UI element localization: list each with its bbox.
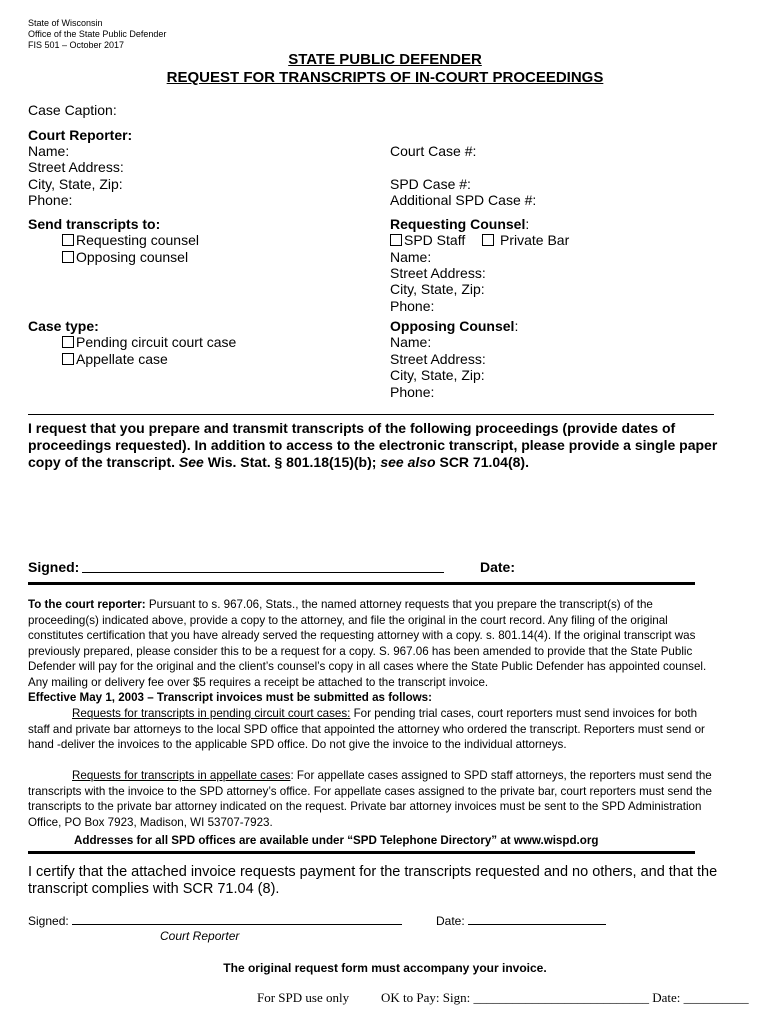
reporter-date-label: Date: <box>436 914 465 928</box>
request-line-3: copy of the transcript. See Wis. Stat. § 801.18(15)(b); see also SCR 71.04(8). <box>28 454 529 470</box>
court-reporter-caption: Court Reporter <box>160 929 240 943</box>
header-form-number: FIS 501 – October 2017 <box>28 40 125 50</box>
reporter-street-field[interactable]: Street Address: <box>28 159 124 175</box>
requesting-counsel-checkbox[interactable] <box>62 234 74 246</box>
opposing-counsel-checkbox[interactable] <box>62 251 74 263</box>
certification-statement: I certify that the attached invoice requests payment for the transcripts requested and no others, and that the transcript complies with SCR 71.04 (8). <box>28 864 718 897</box>
requesting-name-field[interactable]: Name: <box>390 249 432 265</box>
request-line-1: I request that you prepare and transmit transcripts of the following proceedings (provide dates of <box>28 420 676 436</box>
additional-spd-case-field[interactable]: Additional SPD Case #: <box>390 192 537 208</box>
opposing-counsel-heading: Opposing Counsel: <box>390 318 519 334</box>
page-subtitle: REQUEST FOR TRANSCRIPTS OF IN-COURT PROCEEDINGS <box>166 69 604 86</box>
court-case-number-field[interactable]: Court Case #: <box>390 143 477 159</box>
opposing-city-field[interactable]: City, State, Zip: <box>390 367 485 383</box>
send-opposing-counsel-option[interactable]: Opposing counsel <box>62 249 188 265</box>
reporter-signed-label: Signed: <box>28 914 69 928</box>
spd-addresses-note: Addresses for all SPD offices are available under “SPD Telephone Directory” at www.wispd.org <box>74 834 599 847</box>
requester-signed-label: Signed: <box>28 559 80 575</box>
circuit-court-instructions: Requests for transcripts in pending circuit court cases: For pending trial cases, court reporters must send invoices for both staff and private bar attorneys to the local SPD office that appointed the attorney who ordered the transcript. Reporters must send or hand -deliver the invoices to the applicable SPD office. Do not give the invoice to the individual attorneys. <box>28 707 705 752</box>
send-requesting-counsel-option[interactable]: Requesting counsel <box>62 232 199 248</box>
pending-circuit-checkbox[interactable] <box>62 336 74 348</box>
appellate-case-option[interactable]: Appellate case <box>62 351 168 367</box>
private-bar-option[interactable]: Private Bar <box>482 232 569 248</box>
reporter-signature-line[interactable] <box>72 924 402 925</box>
thick-divider-top <box>28 582 695 585</box>
reporter-name-field[interactable]: Name: <box>28 143 70 159</box>
send-transcripts-heading: Send transcripts to: <box>28 216 161 232</box>
thick-divider-bottom <box>28 851 695 854</box>
opposing-name-field[interactable]: Name: <box>390 334 432 350</box>
requesting-phone-field[interactable]: Phone: <box>390 298 435 314</box>
opposing-phone-field[interactable]: Phone: <box>390 384 435 400</box>
spd-use-only-label: For SPD use only <box>257 990 350 1005</box>
court-reporter-heading: Court Reporter: <box>28 127 133 143</box>
requester-date-label: Date: <box>480 559 516 575</box>
header-agency: State of Wisconsin <box>28 18 103 28</box>
request-line-2: proceedings requested). In addition to access to the electronic transcript, please provide a single paper <box>28 437 718 453</box>
header-office: Office of the State Public Defender <box>28 29 167 39</box>
appellate-case-checkbox[interactable] <box>62 353 74 365</box>
effective-date-heading: Effective May 1, 2003 – Transcript invoices must be submitted as follows: <box>28 691 432 704</box>
spd-staff-option[interactable]: SPD Staff <box>390 232 465 248</box>
requester-signature-line[interactable] <box>82 572 444 573</box>
private-bar-checkbox[interactable] <box>482 234 494 246</box>
pending-circuit-option[interactable]: Pending circuit court case <box>62 334 236 350</box>
original-form-note: The original request form must accompany your invoice. <box>223 961 547 975</box>
spd-case-number-field[interactable]: SPD Case #: <box>390 176 471 192</box>
appellate-instructions: Requests for transcripts in appellate cases: For appellate cases assigned to SPD staff attorneys, the reporters must send the transcripts with the invoice to the SPD attorney’s office. For appellate cases assigned to the private bar, court reporters must send the transcripts to the private bar attorney indicated on the request. Private bar attorney invoices must be sent to the SPD Administration Office, PO Box 7923, Madison, WI 53707-7923. <box>28 769 712 829</box>
case-caption-label: Case Caption: <box>28 102 117 118</box>
opposing-street-field[interactable]: Street Address: <box>390 351 486 367</box>
reporter-phone-field[interactable]: Phone: <box>28 192 73 208</box>
requesting-street-field[interactable]: Street Address: <box>390 265 486 281</box>
reporter-city-field[interactable]: City, State, Zip: <box>28 176 123 192</box>
ok-to-pay-line[interactable]: OK to Pay: Sign: ___________________________ Date: __________ <box>381 990 749 1005</box>
section-divider <box>28 414 714 415</box>
page-title: STATE PUBLIC DEFENDER <box>288 51 482 68</box>
requesting-counsel-heading: Requesting Counsel: <box>390 216 530 232</box>
case-type-heading: Case type: <box>28 318 99 334</box>
spd-staff-checkbox[interactable] <box>390 234 402 246</box>
court-reporter-instructions: To the court reporter: Pursuant to s. 967.06, Stats., the named attorney requests that you prepare the transcript(s) of the proceeding(s) indicated above, provide a copy to the attorney, and file the original in the court record. Any filing of the original constitutes certification that you have already served the requesting attorney with a copy. s. 801.14(4). If the original transcript was previously prepared, please consider this to be a request for a copy. S. 967.06 has been amended to provide that the State Public Defender will pay for the original and the client’s counsel’s copy in all cases where the State Public Defender has appointed counsel. Any mailing or delivery fee over $5 requires a receipt be attached to the transcript invoice. <box>28 598 707 689</box>
reporter-date-line[interactable] <box>468 924 606 925</box>
requesting-city-field[interactable]: City, State, Zip: <box>390 281 485 297</box>
